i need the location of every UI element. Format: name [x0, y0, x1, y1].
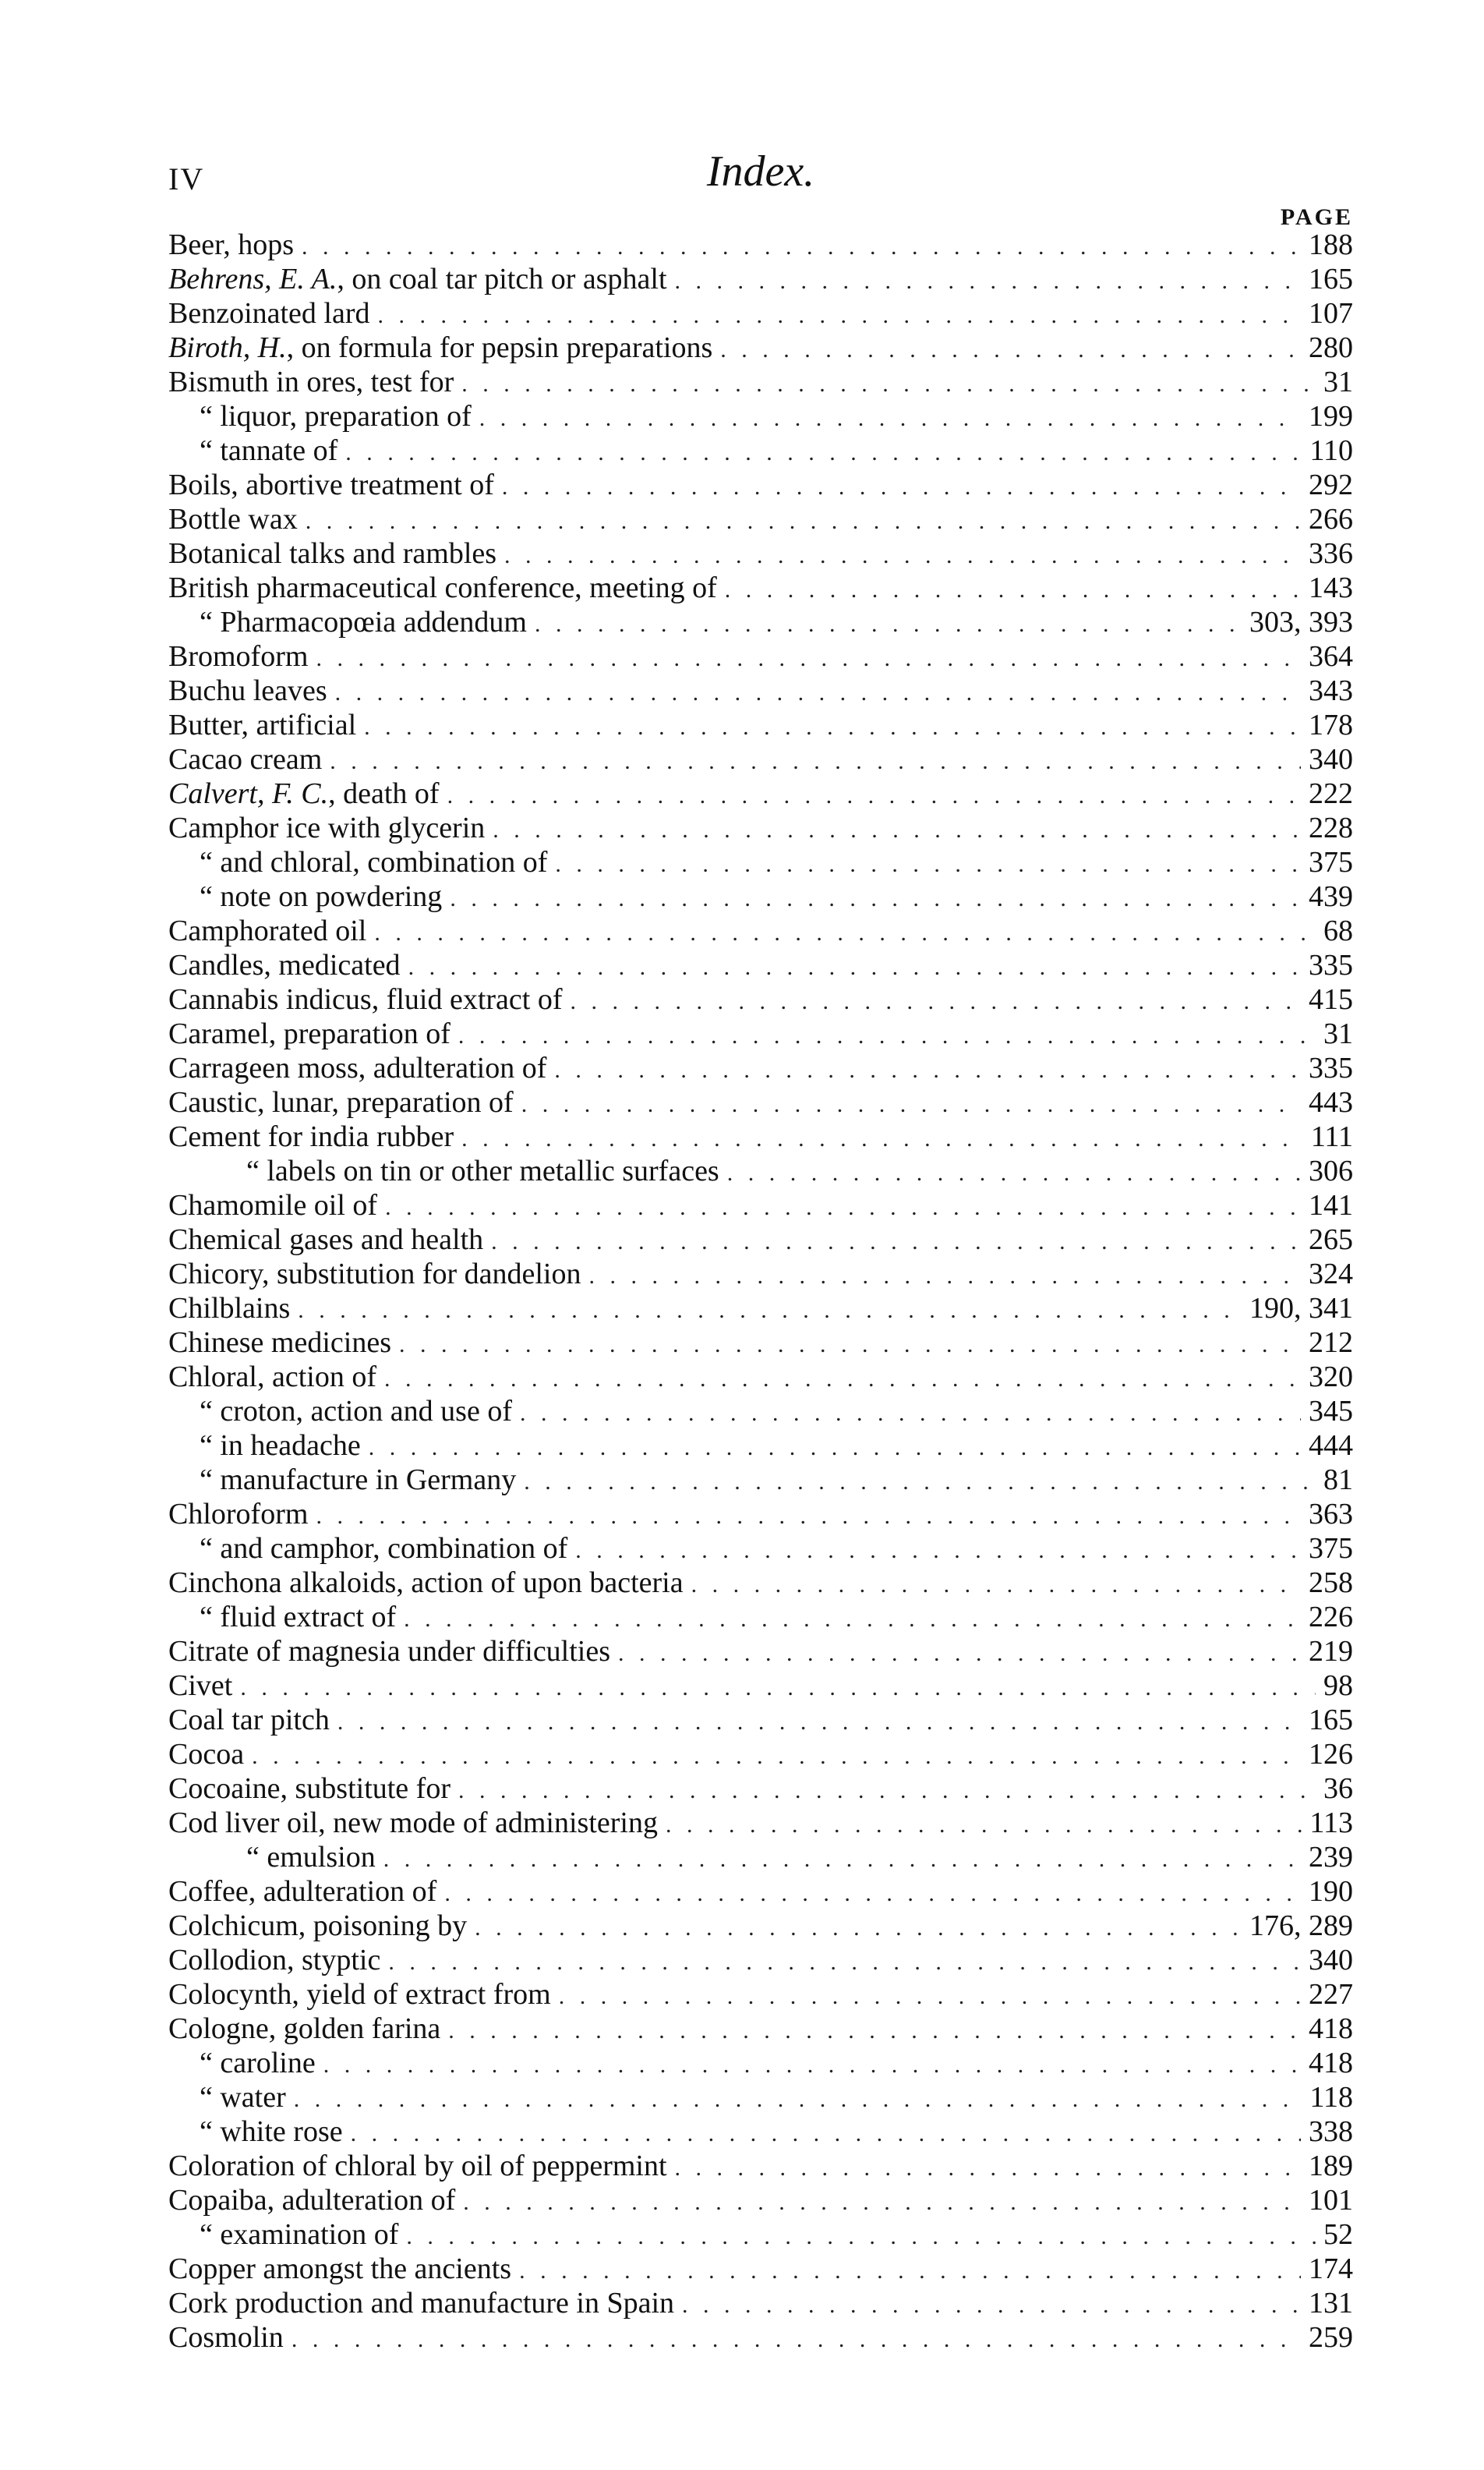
dot-leader [406, 2224, 1316, 2250]
index-entry-page: 143 [1309, 571, 1353, 604]
index-entry-page: 212 [1309, 1326, 1353, 1359]
index-entry-label: Biroth, H., on formula for pepsin preparations [168, 331, 713, 364]
dot-leader [458, 1023, 1316, 1049]
index-entry-page: 320 [1309, 1361, 1353, 1393]
index-entry [168, 536, 1353, 571]
index-entry-label: Carrageen moss, adulteration of [168, 1052, 547, 1085]
index-entry-page: 266 [1309, 503, 1353, 536]
index-entry [168, 982, 1353, 1017]
index-entry-page: 111 [1310, 1120, 1353, 1153]
index-entry-label: “ caroline [200, 2047, 316, 2079]
index-entry [168, 1909, 1353, 1943]
index-entry [168, 1154, 1353, 1188]
index-entry-page: 126 [1309, 1738, 1353, 1771]
index-entry-label: “ and camphor, combination of [200, 1532, 568, 1565]
index-entry [168, 2149, 1353, 2183]
dot-leader [475, 1915, 1242, 1941]
index-entry [168, 2286, 1353, 2320]
index-entry [168, 879, 1353, 914]
index-entry-label: “ fluid extract of [200, 1601, 397, 1633]
dot-leader [444, 1881, 1301, 1907]
index-entry [168, 331, 1353, 365]
index-entry-page: 131 [1309, 2287, 1353, 2320]
index-entry [168, 1257, 1353, 1291]
dot-leader [351, 2121, 1301, 2147]
dot-leader [535, 611, 1242, 638]
index-entry-page: 340 [1309, 743, 1353, 776]
index-entry-label: Butter, artificial [168, 709, 357, 741]
dot-leader [316, 646, 1301, 672]
index-entry-label: “ white rose [200, 2115, 343, 2148]
index-entry-label: Chloroform [168, 1498, 309, 1530]
index-entry-label: Bismuth in ores, test for [168, 366, 454, 398]
index-entry-label: British pharmaceutical conference, meeting of [168, 571, 717, 604]
index-entry [168, 228, 1353, 262]
index-entry-page: 239 [1309, 1841, 1353, 1874]
index-entry-label: “ Pharmacopœia addendum [200, 606, 527, 639]
index-entry-page: 418 [1309, 2012, 1353, 2045]
index-entry [168, 1943, 1353, 1977]
index-entry-page: 375 [1309, 846, 1353, 879]
index-entry-page: 165 [1309, 1704, 1353, 1736]
index-entry-page: 415 [1309, 983, 1353, 1016]
index-entry-label: Botanical talks and rambles [168, 537, 497, 570]
index-entry-page: 444 [1309, 1429, 1353, 1462]
index-entry-label: Coffee, adulteration of [168, 1875, 437, 1908]
dot-leader [378, 303, 1301, 329]
dot-leader [384, 1366, 1301, 1392]
dot-leader [383, 1846, 1301, 1873]
index-entry-page: 222 [1309, 777, 1353, 810]
index-entry [168, 399, 1353, 433]
index-entry [168, 742, 1353, 777]
dot-leader [345, 440, 1302, 466]
index-entry-label: Cannabis indicus, fluid extract of [168, 983, 563, 1016]
dot-leader [520, 1400, 1301, 1427]
index-entry [168, 1634, 1353, 1668]
index-entry [168, 1771, 1353, 1806]
dot-leader [364, 714, 1301, 741]
dot-leader [374, 920, 1316, 947]
dot-leader [408, 954, 1301, 981]
index-entry-page: 190, 341 [1249, 1292, 1353, 1325]
index-entry-page: 259 [1309, 2321, 1353, 2354]
index-entry-label: “ note on powdering [200, 880, 443, 913]
index-entry [168, 2114, 1353, 2149]
index-entry [168, 1977, 1353, 2012]
index-entry-label: Camphor ice with glycerin [168, 812, 486, 844]
index-entry-label: Chloral, action of [168, 1361, 376, 1393]
index-entry-label: Calvert, F. C., death of [168, 777, 440, 810]
index-entry [168, 433, 1353, 468]
index-entry-label: Cocoa [168, 1738, 245, 1771]
index-entry-page: 265 [1309, 1223, 1353, 1256]
index-entry [168, 1428, 1353, 1463]
index-entry-label: Chemical gases and health [168, 1223, 484, 1256]
dot-leader [316, 1503, 1301, 1530]
index-entry-page: 98 [1323, 1669, 1353, 1702]
index-entry-label: Chilblains [168, 1292, 291, 1325]
index-entry-label: Cacao cream [168, 743, 323, 776]
index-entry [168, 2252, 1353, 2286]
index-entry-page: 306 [1309, 1155, 1353, 1187]
index-entry-page: 258 [1309, 1566, 1353, 1599]
index-entry-page: 174 [1309, 2252, 1353, 2285]
index-entry [168, 845, 1353, 879]
page-column-heading: PAGE [1280, 204, 1353, 230]
page-title: Index. [706, 147, 815, 196]
index-entry [168, 811, 1353, 845]
index-entry-page: 190 [1309, 1875, 1353, 1908]
index-entry [168, 502, 1353, 536]
index-entry-label: Cod liver oil, new mode of administering [168, 1806, 658, 1839]
index-entry [168, 1806, 1353, 1840]
index-entry [168, 262, 1353, 296]
index-entry-page: 363 [1309, 1498, 1353, 1530]
index-entry-page: 36 [1323, 1772, 1353, 1805]
index-entry-page: 338 [1309, 2115, 1353, 2148]
index-entry-page: 345 [1309, 1395, 1353, 1428]
index-entry-label: “ emulsion [246, 1841, 376, 1874]
index-entry-page: 81 [1323, 1463, 1353, 1496]
dot-leader [571, 989, 1302, 1015]
index-entry-label: Cork production and manufacture in Spain [168, 2287, 675, 2320]
dot-leader [720, 337, 1301, 363]
index-entry [168, 1291, 1353, 1325]
index-entry [168, 1188, 1353, 1223]
index-entry-label: Civet [168, 1669, 233, 1702]
dot-leader [302, 234, 1301, 260]
dot-leader [725, 577, 1301, 603]
dot-leader [404, 1606, 1301, 1633]
dot-leader [519, 2258, 1301, 2284]
dot-leader [727, 1160, 1301, 1187]
index-entry [168, 1874, 1353, 1909]
dot-leader [502, 474, 1301, 501]
index-entry-page: 176, 289 [1249, 1909, 1353, 1942]
index-entry [168, 1120, 1353, 1154]
dot-leader [463, 2189, 1301, 2216]
dot-leader [448, 2018, 1301, 2044]
index-entry-label: Behrens, E. A., on coal tar pitch or asphalt [168, 263, 667, 295]
dot-leader [294, 2086, 1302, 2113]
index-entry [168, 1394, 1353, 1428]
index-entry [168, 2183, 1353, 2217]
page-header [168, 147, 1353, 209]
index-entry-page: 52 [1323, 2218, 1353, 2251]
dot-leader [691, 1572, 1301, 1598]
dot-leader [388, 1949, 1301, 1976]
dot-leader [240, 1675, 1316, 1701]
index-entry [168, 1600, 1353, 1634]
index-entry [168, 468, 1353, 502]
dot-leader [479, 405, 1301, 432]
index-entry [168, 1017, 1353, 1051]
index-entry [168, 1325, 1353, 1360]
index-entry-page: 68 [1323, 915, 1353, 947]
index-entry-page: 31 [1323, 1017, 1353, 1050]
dot-leader [618, 1640, 1301, 1667]
index-entry [168, 2012, 1353, 2046]
dot-leader [491, 1229, 1301, 1255]
dot-leader [524, 1469, 1316, 1495]
dot-leader [292, 2327, 1301, 2353]
dot-leader [675, 268, 1302, 295]
dot-leader [461, 371, 1316, 398]
index-entry-label: Beer, hops [168, 228, 294, 261]
index-entry-label: Chinese medicines [168, 1326, 391, 1359]
index-entry-page: 340 [1309, 1944, 1353, 1976]
index-entry-label: Camphorated oil [168, 915, 367, 947]
index-entry [168, 1566, 1353, 1600]
index-entry-page: 188 [1309, 228, 1353, 261]
index-entry [168, 708, 1353, 742]
index-entry-page: 324 [1309, 1258, 1353, 1290]
index-entry-label: Colocynth, yield of extract from [168, 1978, 551, 2011]
index-entry-label: “ in headache [200, 1429, 361, 1462]
dot-leader [588, 1263, 1301, 1290]
index-entry-page: 199 [1309, 400, 1353, 433]
index-entry [168, 914, 1353, 948]
index-entry-label: “ labels on tin or other metallic surfaces [246, 1155, 719, 1187]
index-entry-label: “ croton, action and use of [200, 1395, 512, 1428]
index-entry-label: Benzoinated lard [168, 297, 370, 330]
dot-leader [369, 1435, 1301, 1461]
index-entry [168, 1463, 1353, 1497]
index-entry-label: Bottle wax [168, 503, 298, 536]
index-entry-label: Coloration of chloral by oil of peppermint [168, 2150, 667, 2182]
index-entry-page: 335 [1309, 1052, 1353, 1085]
index-entry-page: 292 [1309, 469, 1353, 501]
index-entry-label: Copper amongst the ancients [168, 2252, 512, 2285]
index-entry-page: 375 [1309, 1532, 1353, 1565]
index-entry [168, 2217, 1353, 2252]
index-entry [168, 1668, 1353, 1703]
index-entry-page: 141 [1309, 1189, 1353, 1222]
index-entry-label: Buchu leaves [168, 674, 327, 707]
index-entry-page: 303, 393 [1249, 606, 1353, 639]
index-entry [168, 2080, 1353, 2114]
index-entry [168, 2320, 1353, 2355]
index-entry-page: 31 [1323, 366, 1353, 398]
index-entry [168, 365, 1353, 399]
index-entry-page: 110 [1309, 434, 1353, 467]
index-entry-label: “ tannate of [200, 434, 338, 467]
index-entry-page: 280 [1309, 331, 1353, 364]
index-entry-label: Cinchona alkaloids, action of upon bacteria [168, 1566, 684, 1599]
dot-leader [521, 1092, 1301, 1118]
dot-leader [335, 680, 1301, 706]
index-entry [168, 1737, 1353, 1771]
dot-leader [666, 1812, 1302, 1838]
index-entries [168, 228, 1353, 2355]
index-entry-page: 178 [1309, 709, 1353, 741]
dot-leader [554, 1057, 1301, 1084]
index-entry [168, 674, 1353, 708]
index-entry-page: 227 [1309, 1978, 1353, 2011]
dot-leader [559, 1983, 1301, 2010]
index-entry-label: Coal tar pitch [168, 1704, 330, 1736]
dot-leader [306, 508, 1301, 535]
index-entry [168, 1497, 1353, 1531]
page-number: IV [168, 161, 205, 196]
index-entry-label: “ and chloral, combination of [200, 846, 548, 879]
dot-leader [675, 2155, 1301, 2182]
dot-leader [447, 783, 1301, 809]
dot-leader [252, 1743, 1301, 1770]
index-entry-label: Copaiba, adulteration of [168, 2184, 456, 2217]
index-entry-label: Chamomile oil of [168, 1189, 378, 1222]
index-entry-page: 107 [1309, 297, 1353, 330]
dot-leader [555, 851, 1301, 878]
index-entry-page: 443 [1309, 1086, 1353, 1119]
index-entry-page: 335 [1309, 949, 1353, 982]
index-entry-page: 189 [1309, 2150, 1353, 2182]
dot-leader [575, 1538, 1301, 1564]
index-entry-label: Cocoaine, substitute for [168, 1772, 450, 1805]
index-entry-label: “ liquor, preparation of [200, 400, 472, 433]
index-entry-label: Cement for india rubber [168, 1120, 454, 1153]
index-entry [168, 1703, 1353, 1737]
index-entry-label: “ examination of [200, 2218, 399, 2251]
index-entry-page: 113 [1309, 1806, 1353, 1839]
dot-leader [504, 543, 1301, 569]
index-entry [168, 1085, 1353, 1120]
index-entry-label: Candles, medicated [168, 949, 401, 982]
index-entry-page: 226 [1309, 1601, 1353, 1633]
index-entry-label: Boils, abortive treatment of [168, 469, 494, 501]
index-entry-page: 418 [1309, 2047, 1353, 2079]
dot-leader [337, 1709, 1301, 1736]
index-entry-label: Cologne, golden farina [168, 2012, 441, 2045]
index-entry [168, 1360, 1353, 1394]
index-entry-label: Caramel, preparation of [168, 1017, 450, 1050]
index-entry-label: “ water [200, 2081, 286, 2114]
index-entry [168, 571, 1353, 605]
index-entry-label: Bromoform [168, 640, 309, 673]
index-entry-page: 439 [1309, 880, 1353, 913]
index-entry [168, 2046, 1353, 2080]
dot-leader [458, 1778, 1316, 1804]
index-entry-page: 336 [1309, 537, 1353, 570]
index-entry [168, 777, 1353, 811]
index-entry-page: 165 [1309, 263, 1353, 295]
index-entry [168, 296, 1353, 331]
dot-leader [461, 1126, 1303, 1152]
index-entry-page: 343 [1309, 674, 1353, 707]
index-entry-page: 228 [1309, 812, 1353, 844]
index-entry [168, 1223, 1353, 1257]
index-entry-label: “ manufacture in Germany [200, 1463, 517, 1496]
dot-leader [450, 886, 1301, 912]
index-entry-label: Cosmolin [168, 2321, 284, 2354]
index-entry [168, 1840, 1353, 1874]
index-entry-page: 364 [1309, 640, 1353, 673]
index-entry-label: Collodion, styptic [168, 1944, 381, 1976]
index-entry-page: 101 [1309, 2184, 1353, 2217]
dot-leader [385, 1194, 1301, 1221]
index-entry-label: Caustic, lunar, preparation of [168, 1086, 514, 1119]
index-entry-label: Citrate of magnesia under difficulties [168, 1635, 611, 1668]
dot-leader [323, 2052, 1301, 2079]
index-entry [168, 639, 1353, 674]
index-entry [168, 1051, 1353, 1085]
index-entry-label: Chicory, substitution for dandelion [168, 1258, 581, 1290]
index-entry [168, 605, 1353, 639]
dot-leader [682, 2292, 1301, 2319]
dot-leader [493, 817, 1301, 844]
dot-leader [399, 1332, 1301, 1358]
index-entry [168, 948, 1353, 982]
index-entry-page: 219 [1309, 1635, 1353, 1668]
index-entry [168, 1531, 1353, 1566]
dot-leader [330, 748, 1301, 775]
dot-leader [298, 1297, 1242, 1324]
index-entry-label: Colchicum, poisoning by [168, 1909, 468, 1942]
index-entry-page: 118 [1309, 2081, 1353, 2114]
